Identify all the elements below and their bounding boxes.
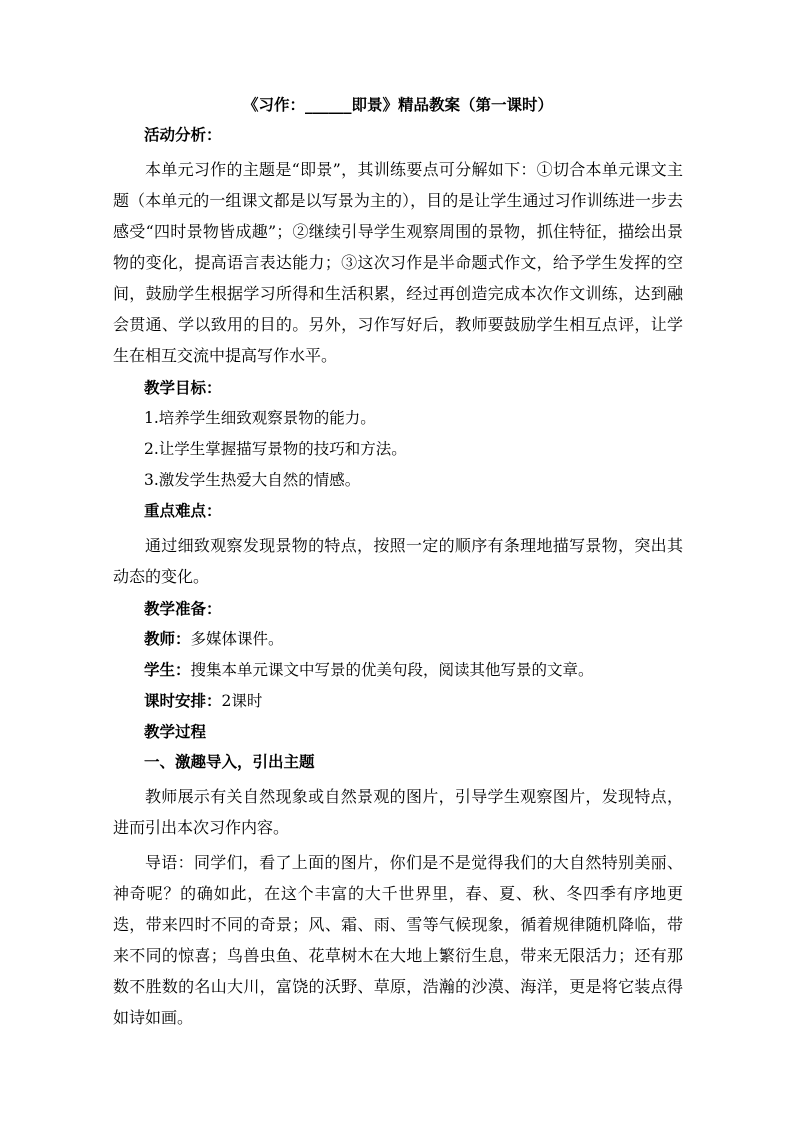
preparation-student bbox=[113, 659, 683, 681]
section1-text: 教师展示有关自然现象或自然景观的图片，引导学生观察图片，发现特点，进而引出本次习作内容。 bbox=[113, 787, 683, 837]
document-body bbox=[113, 94, 683, 1033]
teaching-goal-item: 1.培养学生细致观察景物的能力。 bbox=[144, 409, 376, 427]
schedule-label: 课时安排： bbox=[144, 691, 222, 710]
student-text: 搜集本单元课文中写景的优美句段，阅读其他写景的文章。 bbox=[190, 661, 594, 679]
process-heading: 教学过程 bbox=[144, 722, 207, 741]
section1-heading: 一、激趣导入，引出主题 bbox=[144, 752, 315, 771]
teacher-label: 教师： bbox=[144, 629, 191, 648]
schedule bbox=[113, 690, 683, 712]
activity-analysis-text: 本单元习作的主题是“即景”，其训练要点可分解如下：①切合本单元课文主题（本单元的一组课文都是以写景为主的），目的是让学生通过习作训练进一步去感受“四时景物皆成趣”；②继续引导学生观察周围的景物，抓住特征，描绘出景物的变化，提高语言表达能力；③这次习作是半命题式作文，给予学生发挥的空间，鼓励学生根据学习所得和生活积累，经过再创造完成本次作文训练，达到融会贯通、学以致用的目的。另外，习作写好后，教师要鼓励学生相互点评，让学生在相互交流中提高写作水平。 bbox=[113, 160, 683, 365]
student-label: 学生： bbox=[144, 660, 191, 679]
intro-paragraph bbox=[113, 847, 683, 1033]
activity-analysis-heading: 活动分析： bbox=[144, 125, 222, 144]
intro-text: 同学们，看了上面的图片，你们是不是觉得我们的大自然特别美丽、神奇呢？的确如此，在这个丰富的大千世界里，春、夏、秋、冬四季有序地更迭，带来四时不同的奇景；风、霜、雨、雪等气候现象，循着规律随机降临，带来不同的惊喜；鸟兽虫鱼、花草树木在大地上繁衍生息，带来无限活力；还有那数不胜数的名山大川，富饶的沃野、草原，浩瀚的沙漠、海洋，更是将它装点得如诗如画。 bbox=[113, 853, 683, 1027]
key-points-heading: 重点难点： bbox=[144, 501, 222, 520]
schedule-value: 2课时 bbox=[221, 692, 263, 710]
teacher-text: 多媒体课件。 bbox=[190, 630, 284, 648]
teaching-goal-item: 2.让学生掌握描写景物的技巧和方法。 bbox=[144, 440, 407, 458]
document-title: 《习作：______即景》精品教案（第一课时） bbox=[242, 95, 553, 114]
preparation-heading: 教学准备： bbox=[144, 599, 222, 618]
preparation-teacher bbox=[113, 628, 683, 650]
intro-label: 导语： bbox=[145, 853, 194, 872]
teaching-goals-heading: 教学目标： bbox=[144, 378, 222, 397]
key-points-text: 通过细致观察发现景物的特点，按照一定的顺序有条理地描写景物，突出其动态的变化。 bbox=[113, 536, 683, 586]
teaching-goal-item: 3.激发学生热爱大自然的情感。 bbox=[144, 471, 361, 489]
